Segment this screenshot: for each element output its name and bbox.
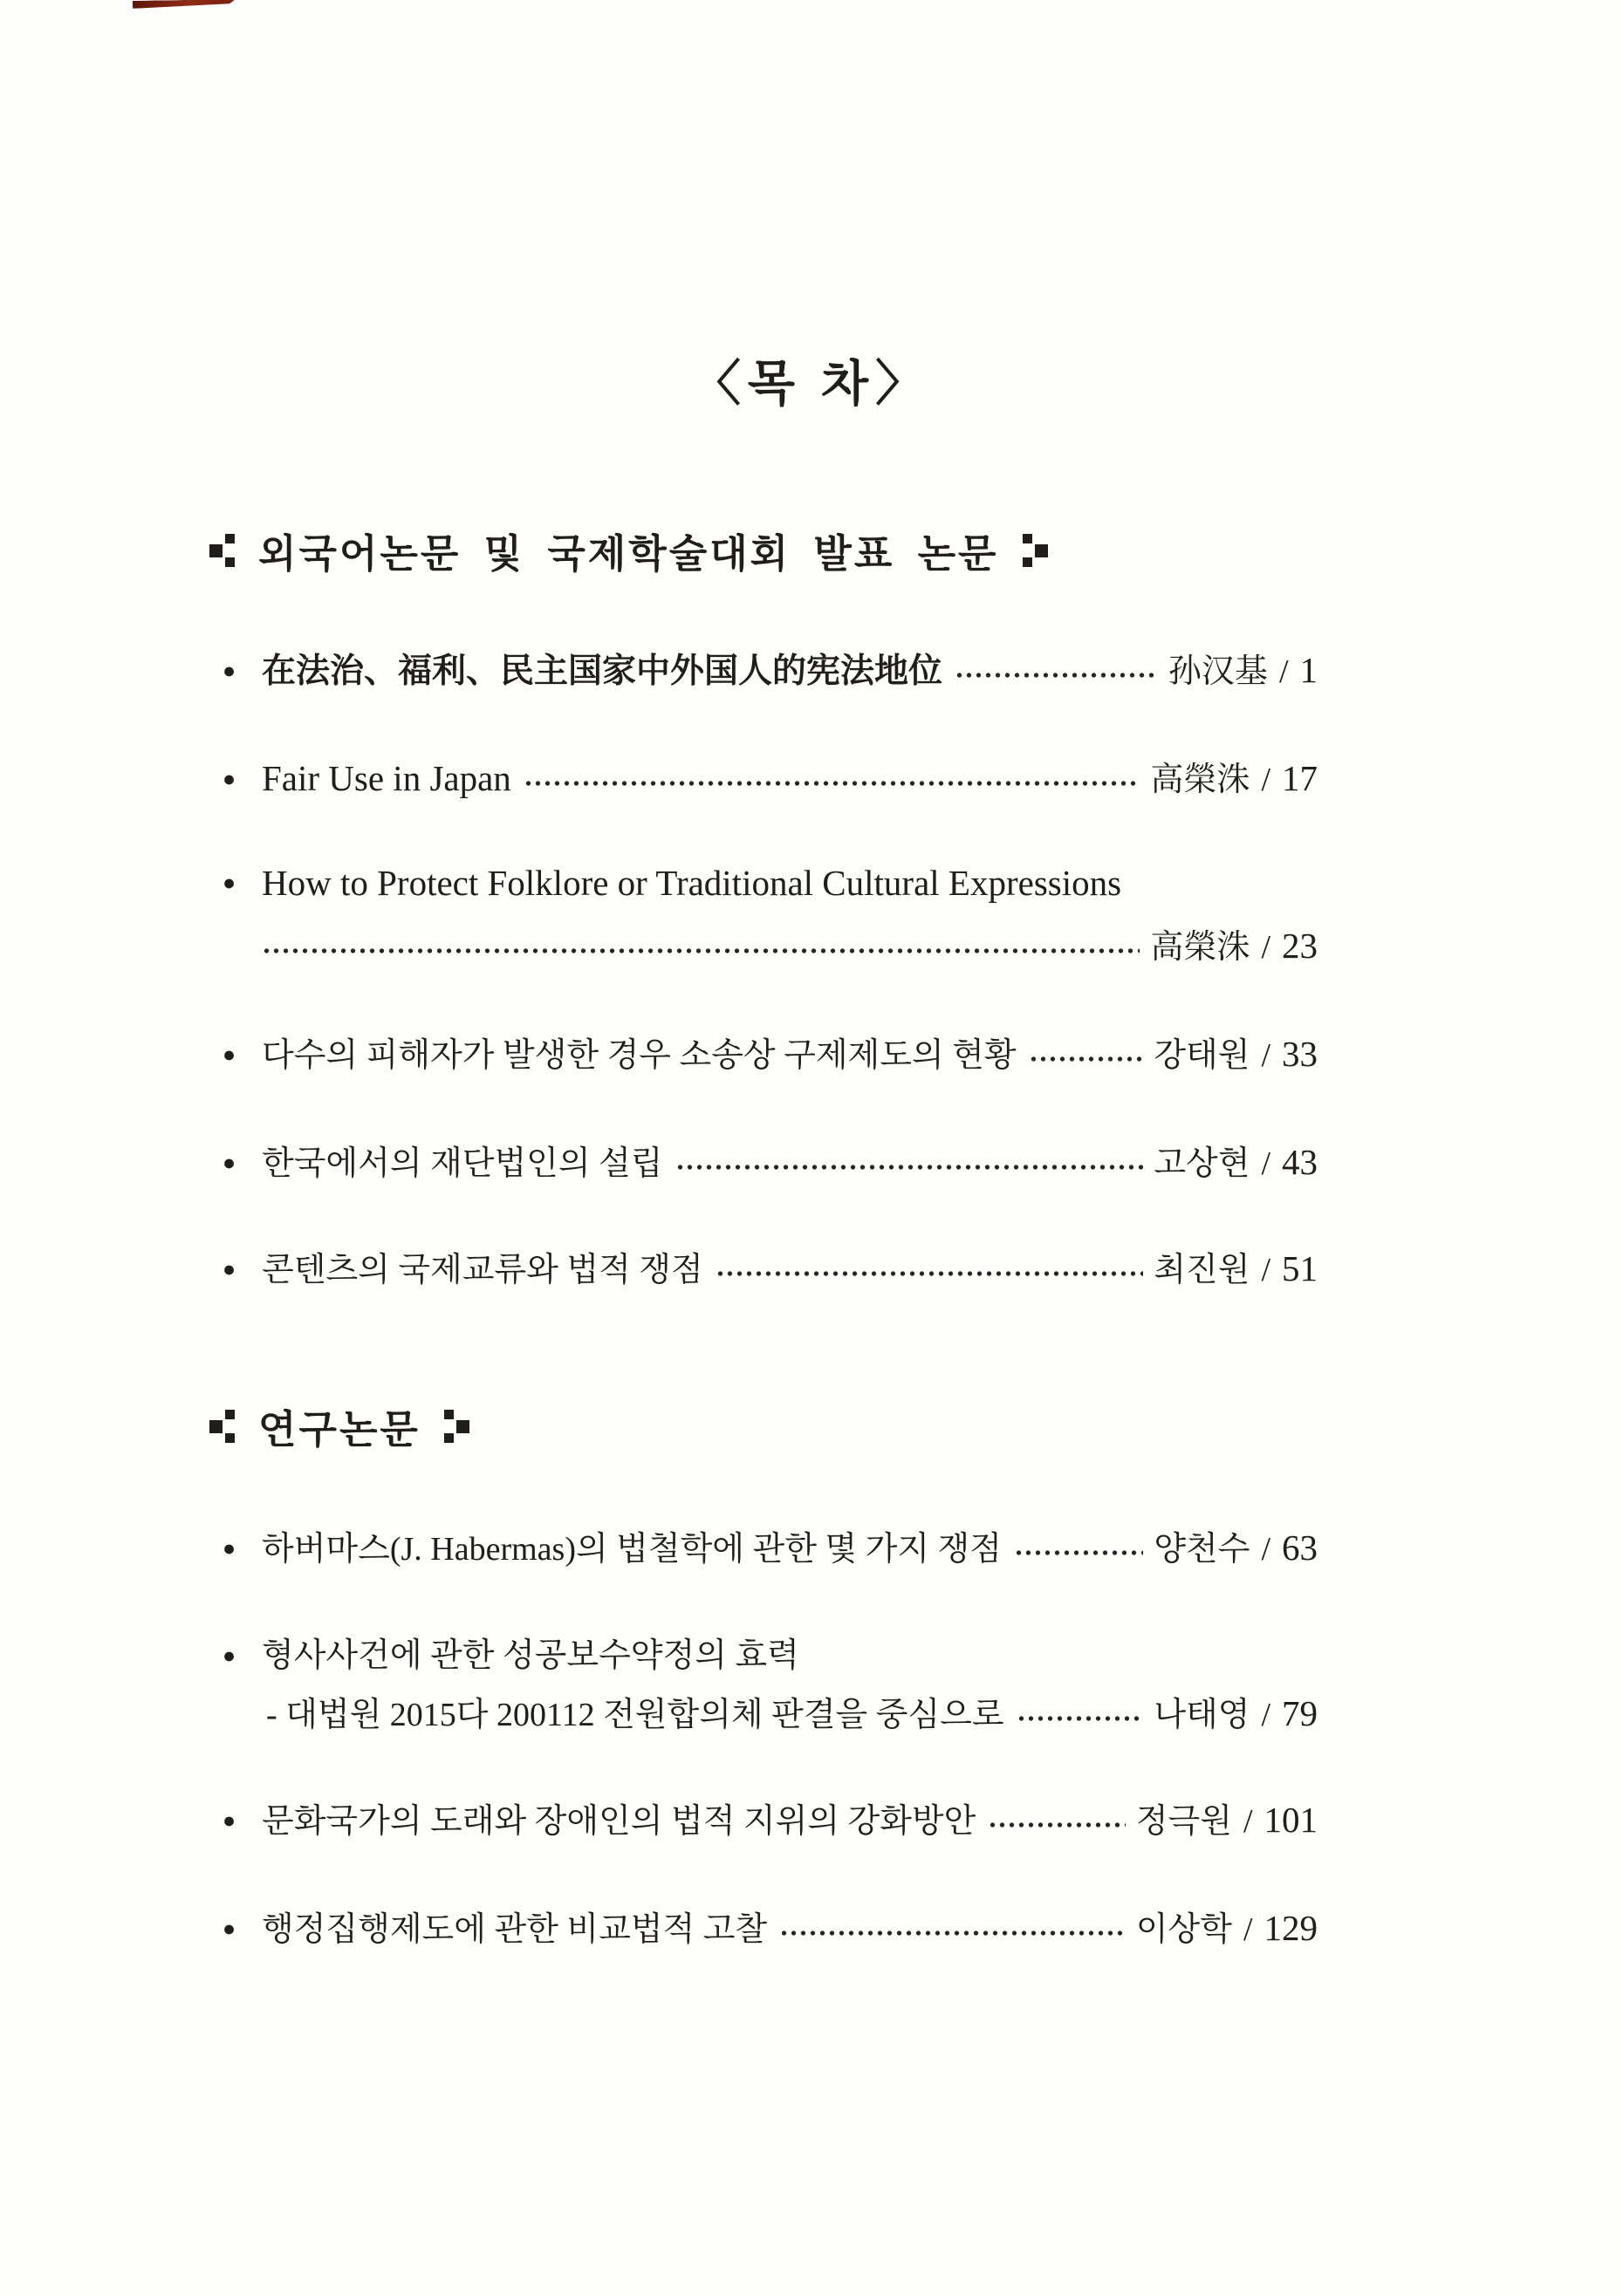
entry-page-number: 101 [1263, 1800, 1318, 1840]
toc-entry [223, 860, 1318, 905]
entry-author-page [1136, 1797, 1318, 1844]
bullet-icon: ● [223, 1257, 236, 1281]
entry-subtitle: - 대법원 2015다 200112 전원합의체 판결을 중심으로 [266, 1697, 1004, 1733]
entry-author: 나태영 [1154, 1697, 1250, 1733]
entry-author: 孙汉基 [1168, 653, 1268, 690]
entry-page-number: 33 [1282, 1034, 1318, 1074]
entry-page-number: 43 [1282, 1142, 1318, 1182]
toc-entry-subtitle-line [266, 1691, 1318, 1738]
page-title: 〈목 차〉 [691, 358, 932, 412]
entry-page-number: 129 [1263, 1908, 1318, 1948]
bullet-icon: ● [223, 1151, 236, 1175]
entry-author: 정극원 [1135, 1803, 1232, 1840]
entry-title: How to Protect Folklore or Traditional Cultural Expressions [262, 863, 1122, 903]
entry-author: 고상현 [1154, 1145, 1250, 1182]
author-page-separator: / [1243, 1803, 1253, 1840]
entry-author-page [1154, 1246, 1318, 1293]
bullet-icon: ● [223, 659, 236, 683]
dot-leader [262, 946, 1140, 955]
dot-leader [779, 1929, 1126, 1937]
toc-entry-continuation [262, 923, 1318, 970]
toc-entry [223, 1031, 1318, 1078]
entry-title: 형사사건에 관한 성공보수약정의 효력 [262, 1637, 799, 1674]
bullet-icon: ● [223, 1808, 236, 1833]
author-page-separator: / [1261, 929, 1270, 966]
author-page-separator: / [1261, 1252, 1270, 1288]
entry-author-page [1154, 1139, 1318, 1186]
toc-entry [223, 1905, 1318, 1952]
toc-entry [223, 1139, 1318, 1186]
toc-entry [223, 647, 1318, 694]
author-page-separator: / [1243, 1911, 1253, 1948]
entry-page-number: 79 [1282, 1693, 1318, 1733]
entry-title: 행정집행제도에 관한 비교법적 고찰 [262, 1911, 768, 1948]
entry-page-number: 17 [1282, 758, 1318, 798]
entry-author: 최진원 [1154, 1252, 1250, 1288]
dot-leader [955, 671, 1158, 680]
toc-entry [223, 1246, 1318, 1293]
bullet-icon: ● [223, 1643, 236, 1668]
entry-title: 문화국가의 도래와 장애인의 법적 지위의 강화방안 [262, 1803, 976, 1840]
entry-author-page [1150, 923, 1318, 970]
entry-title: 하버마스(J. Habermas)의 법철학에 관한 몇 가지 쟁점 [262, 1531, 1002, 1568]
section-heading-research-papers [209, 1397, 1361, 1454]
entry-author-page [1154, 1525, 1318, 1572]
dot-leader [988, 1821, 1125, 1829]
author-page-separator: / [1261, 762, 1270, 798]
author-page-separator: / [1261, 1697, 1270, 1733]
entry-title: 다수의 피해자가 발생한 경우 소송상 구제제도의 현황 [262, 1037, 1017, 1074]
section-heading-label: 외국어논문 및 국제학술대회 발표 논문 [258, 532, 999, 576]
entry-author-page [1136, 1905, 1318, 1952]
entry-author-page [1154, 1691, 1318, 1738]
author-page-separator: / [1261, 1037, 1270, 1074]
entry-author: 高榮洙 [1150, 929, 1250, 966]
entry-title: 한국에서의 재단법인의 설립 [262, 1145, 663, 1182]
bullet-icon: ● [223, 1917, 236, 1941]
entry-title: Fair Use in Japan [262, 758, 511, 798]
entry-page-number: 23 [1282, 926, 1318, 966]
author-page-separator: / [1278, 653, 1289, 690]
dot-leader [716, 1269, 1144, 1278]
section-ornament-left-icon [209, 533, 237, 568]
dot-leader [1029, 1055, 1144, 1063]
entry-author: 강태원 [1154, 1037, 1250, 1074]
author-page-separator: / [1261, 1145, 1270, 1182]
entry-page-number: 63 [1282, 1527, 1318, 1568]
section-ornament-right-icon [442, 1409, 469, 1444]
bullet-icon: ● [223, 871, 236, 895]
toc-entry [223, 1633, 1318, 1678]
entry-author-page [1168, 647, 1318, 694]
dot-leader [1014, 1548, 1143, 1557]
entry-author: 양천수 [1154, 1531, 1250, 1568]
section-heading-label: 연구논문 [258, 1408, 421, 1452]
entry-title: 콘텐츠의 국제교류와 법적 쟁점 [262, 1252, 703, 1288]
section-ornament-left-icon [209, 1409, 237, 1444]
scan-edge-artifact [133, 0, 236, 9]
bullet-icon: ● [223, 1536, 236, 1561]
section-ornament-right-icon [1020, 533, 1048, 568]
author-page-separator: / [1261, 1531, 1270, 1568]
entry-author: 이상학 [1135, 1911, 1232, 1948]
toc-entry [223, 755, 1318, 803]
dot-leader [675, 1163, 1144, 1172]
entry-author-page [1150, 755, 1318, 803]
dot-leader [1017, 1714, 1144, 1723]
bullet-icon: ● [223, 1042, 236, 1067]
bullet-icon: ● [223, 767, 236, 791]
entry-page-number: 51 [1282, 1248, 1318, 1288]
entry-author-page [1154, 1031, 1318, 1078]
entry-title: 在法治、福利、民主国家中外国人的宪法地位 [262, 653, 943, 690]
entry-author: 高榮洙 [1150, 762, 1250, 798]
section-heading-foreign-papers [209, 522, 1361, 578]
toc-entry [223, 1797, 1318, 1844]
dot-leader [524, 779, 1140, 788]
entry-page-number: 1 [1299, 650, 1318, 690]
toc-entry [223, 1525, 1318, 1572]
